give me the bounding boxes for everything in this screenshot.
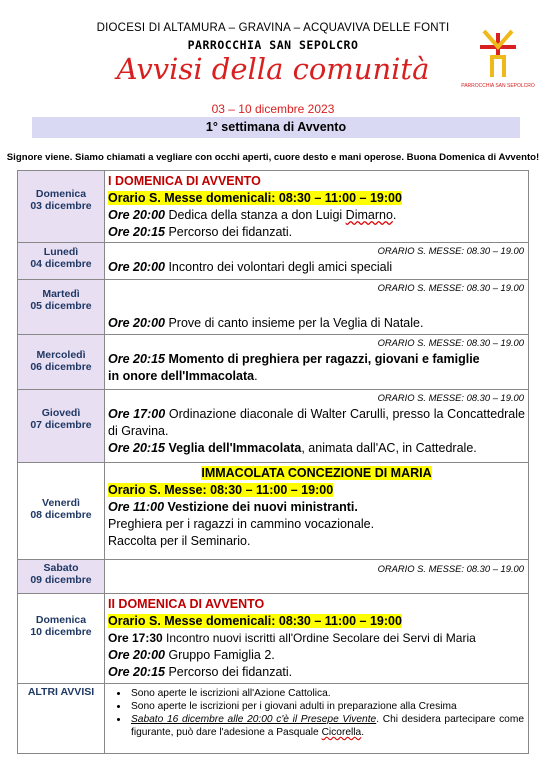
event-time: Ore 20:15 xyxy=(108,225,165,239)
event-text: Percorso dei fidanzati. xyxy=(164,225,293,239)
date: 08 dicembre xyxy=(30,509,92,521)
event-text: Raccolta per il Seminario. xyxy=(108,534,251,548)
mass-times: ORARIO S. MESSE: 08.30 – 19.00 xyxy=(377,245,524,256)
weekday: Lunedì xyxy=(43,246,79,258)
weekday: Venerdì xyxy=(42,497,80,509)
row-giovedi-07 xyxy=(18,390,529,463)
event-text: Momento di preghiera per ragazzi, giovani e famiglie xyxy=(164,352,480,366)
date: 06 dicembre xyxy=(30,361,92,373)
parrocchia-heading: PARROCCHIA SAN SEPOLCRO xyxy=(187,38,359,52)
mass-times: ORARIO S. MESSE: 08.30 – 19.00 xyxy=(377,282,524,293)
event-text: Prove di canto insieme per la Veglia di Natale. xyxy=(164,316,424,330)
event-title: Veglia dell'Immacolata xyxy=(164,441,302,455)
event-time: Ore 11:00 xyxy=(108,500,165,514)
event-text: Incontro nuovi iscritti all'Ordine Secolare dei Servi di Maria xyxy=(162,631,476,645)
event-text-cont: in onore dell'Immacolata xyxy=(108,369,255,383)
celebration-title: II DOMENICA DI AVVENTO xyxy=(108,597,265,611)
row-venerdi-08 xyxy=(18,463,529,560)
event-time: Ore 20:15 xyxy=(108,665,165,679)
row-domenica-03 xyxy=(18,171,529,243)
weekday: Giovedì xyxy=(41,407,81,419)
event-time: Ore 20:00 xyxy=(108,208,165,222)
day-cell xyxy=(18,280,105,335)
events-cell xyxy=(105,335,529,390)
day-cell xyxy=(18,463,105,560)
date: 04 dicembre xyxy=(30,258,92,270)
event-name: Dimarno xyxy=(345,208,393,222)
list-item xyxy=(129,713,528,739)
event-time: Ore 17:30 xyxy=(108,631,163,645)
date: 09 dicembre xyxy=(30,574,92,586)
event-end: . xyxy=(254,369,258,383)
row-domenica-10 xyxy=(18,594,529,684)
list-item: • Sono aperte le iscrizioni per i giovani adulti in preparazione alla Cresima xyxy=(129,700,528,713)
announcement-end: . xyxy=(361,727,365,738)
celebration-title: I DOMENICA DI AVVENTO xyxy=(108,174,261,188)
event-text: Dedica della stanza a don Luigi xyxy=(164,208,346,222)
day-cell xyxy=(18,243,105,280)
parish-logo xyxy=(461,25,535,95)
event-text: Percorso dei fidanzati. xyxy=(164,665,293,679)
logo-caption: PARROCCHIA SAN SEPOLCRO xyxy=(461,83,535,89)
announcement-name: Cicorella xyxy=(321,727,362,738)
event-text: Gruppo Famiglia 2. xyxy=(164,648,275,662)
events-cell xyxy=(105,560,529,594)
events-cell xyxy=(105,280,529,335)
day-cell xyxy=(18,560,105,594)
event-text: Ordinazione diaconale di Walter Carulli, presso la Concattedrale di Gravina. xyxy=(108,407,525,438)
announcement-list xyxy=(105,687,528,739)
date: 07 dicembre xyxy=(30,419,92,431)
event-text: Incontro dei volontari degli amici speciali xyxy=(164,260,393,274)
schedule-table xyxy=(17,170,529,754)
row-lunedi-04 xyxy=(18,243,529,280)
events-cell xyxy=(105,243,529,280)
day-cell xyxy=(18,171,105,243)
weekday: Domenica xyxy=(35,614,87,626)
event-time: Ore 20:00 xyxy=(108,260,165,274)
row-mercoledi-06 xyxy=(18,335,529,390)
event-text: Vestizione dei nuovi ministranti. xyxy=(164,500,358,514)
weekday: Martedì xyxy=(42,288,80,300)
event-time: Ore 20:00 xyxy=(108,648,165,662)
mass-times: ORARIO S. MESSE: 08.30 – 19.00 xyxy=(377,392,524,403)
day-cell xyxy=(18,594,105,684)
date: 10 dicembre xyxy=(30,626,92,638)
weekday: Domenica xyxy=(35,188,87,200)
motto: Signore viene. Siamo chiamati a vegliare con occhi aperti, cuore desto e mani operose. Buona Domenica di Avvento! xyxy=(6,152,540,163)
row-martedi-05 xyxy=(18,280,529,335)
weekday: Sabato xyxy=(43,562,79,574)
row-sabato-09 xyxy=(18,560,529,594)
date: 05 dicembre xyxy=(30,300,92,312)
page-title: Avvisi della comunità xyxy=(116,52,430,86)
event-text: , animata dall'AC, in Cattedrale. xyxy=(301,441,477,455)
mass-times: Orario S. Messe domenicali: 08:30 – 11:00 – 19:00 xyxy=(108,191,402,205)
mass-times: Orario S. Messe: 08:30 – 11:00 – 19:00 xyxy=(108,483,334,497)
events-cell xyxy=(105,463,529,560)
week-band: 1° settimana di Avvento xyxy=(32,117,520,138)
events-cell xyxy=(105,171,529,243)
announcements-cell xyxy=(105,684,529,754)
day-cell xyxy=(18,335,105,390)
event-end: . xyxy=(392,208,397,222)
weekday: Mercoledì xyxy=(36,349,86,361)
list-item: • Sono aperte le iscrizioni all'Azione Cattolica. xyxy=(129,687,528,700)
events-cell xyxy=(105,390,529,463)
row-altri-avvisi xyxy=(18,684,529,754)
celebration-title: IMMACOLATA CONCEZIONE DI MARIA xyxy=(201,466,432,480)
altri-avvisi-label: ALTRI AVVISI xyxy=(27,686,95,698)
diocesi-heading: DIOCESI DI ALTAMURA – GRAVINA – ACQUAVIVA DELLE FONTI xyxy=(96,22,450,34)
event-time: Ore 17:00 xyxy=(108,407,166,421)
event-time: Ore 20:15 xyxy=(108,352,165,366)
event-time: Ore 20:00 xyxy=(108,316,165,330)
day-cell xyxy=(18,684,105,754)
announcement-text: . Chi desidera partecipare come figurante, può dare l'adesione a Pasquale xyxy=(131,714,524,738)
announcement-highlight: Sabato 16 dicembre alle 20:00 c'è il Presepe Vivente xyxy=(131,714,377,725)
date-range: 03 – 10 dicembre 2023 xyxy=(211,102,335,116)
mass-times: ORARIO S. MESSE: 08.30 – 19.00 xyxy=(377,563,524,574)
event-text: Preghiera per i ragazzi in cammino vocazionale. xyxy=(108,517,375,531)
day-cell xyxy=(18,390,105,463)
mass-times: Orario S. Messe domenicali: 08:30 – 11:00 – 19:00 xyxy=(108,614,402,628)
events-cell xyxy=(105,594,529,684)
date: 03 dicembre xyxy=(30,200,92,212)
mass-times: ORARIO S. MESSE: 08.30 – 19.00 xyxy=(377,337,524,348)
event-time: Ore 20:15 xyxy=(108,441,165,455)
